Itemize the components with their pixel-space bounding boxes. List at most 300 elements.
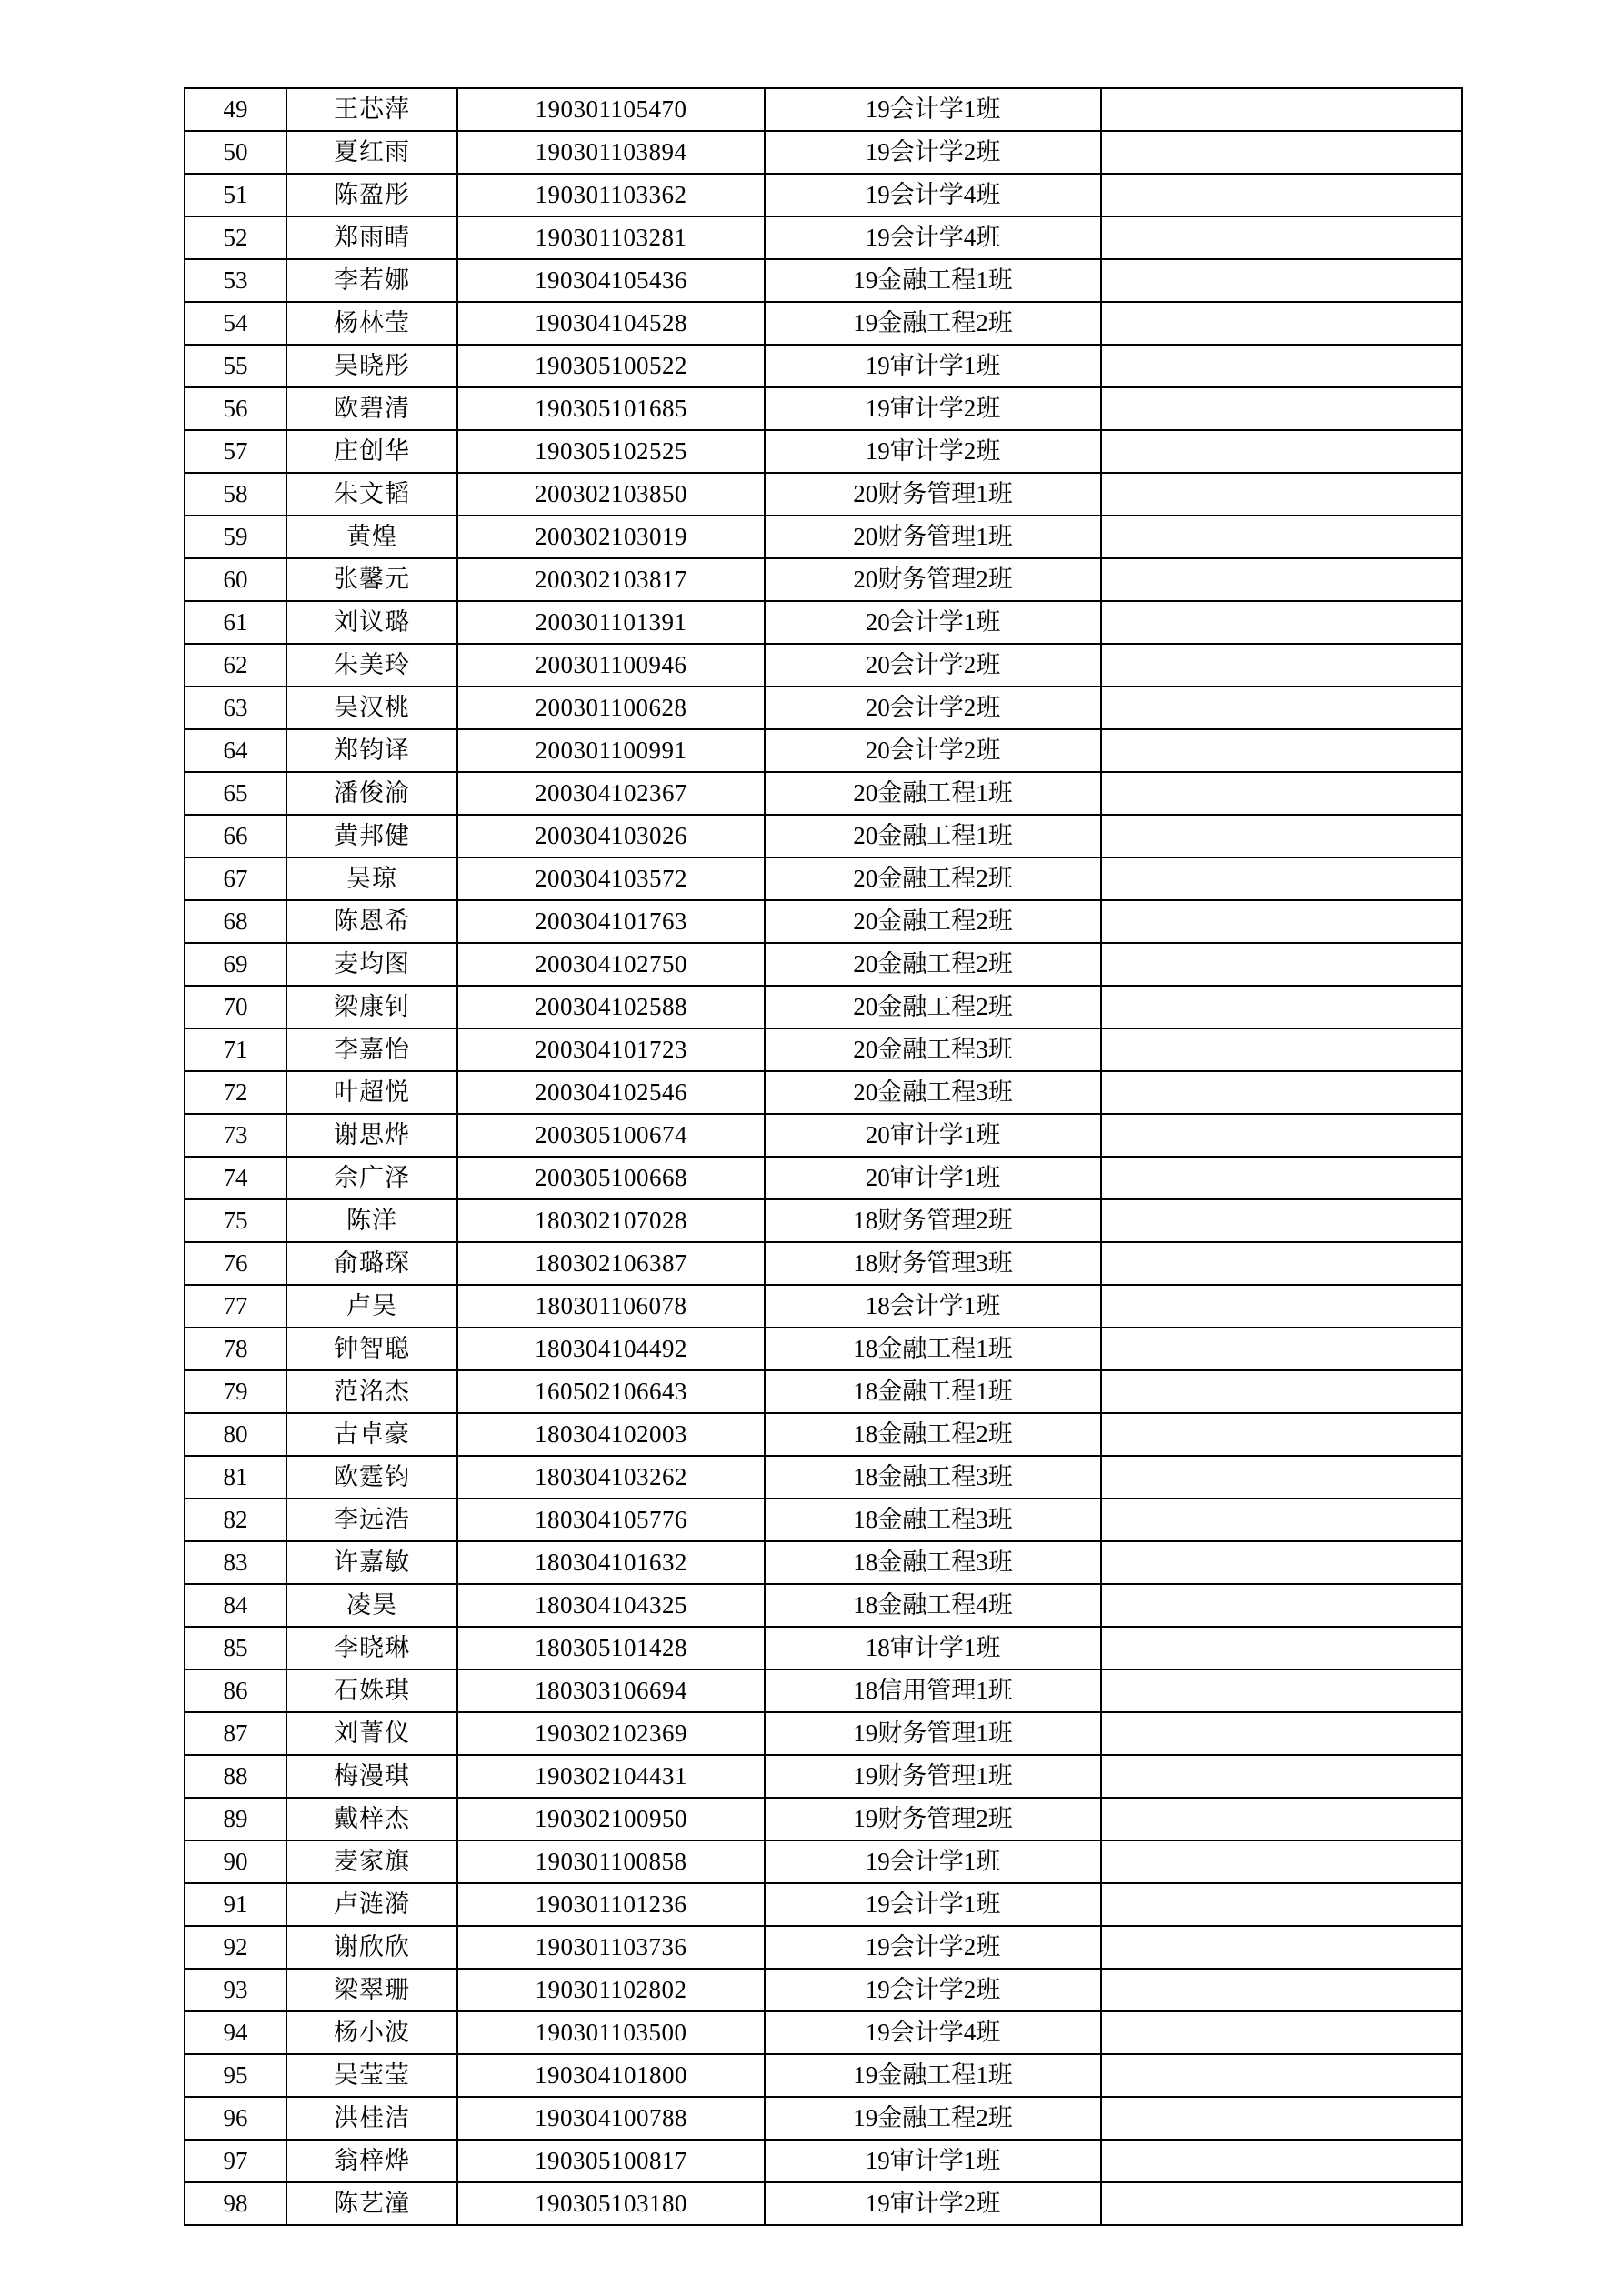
table-row — [185, 2054, 1462, 2097]
row-sequence-number: 67 — [185, 857, 286, 900]
row-class-name: 19审计学2班 — [765, 387, 1101, 430]
row-student-name: 潘俊渝 — [286, 772, 457, 815]
row-blank-cell — [1101, 1413, 1462, 1456]
table-row — [185, 943, 1462, 986]
row-class-name: 20会计学1班 — [765, 601, 1101, 644]
row-student-id: 190305103180 — [457, 2182, 765, 2225]
row-sequence-number: 83 — [185, 1541, 286, 1584]
row-class-name: 19审计学2班 — [765, 2182, 1101, 2225]
row-student-name: 郑雨晴 — [286, 216, 457, 259]
row-blank-cell — [1101, 174, 1462, 216]
row-sequence-number: 93 — [185, 1969, 286, 2011]
table-row — [185, 216, 1462, 259]
row-blank-cell — [1101, 1199, 1462, 1242]
row-blank-cell — [1101, 601, 1462, 644]
row-sequence-number: 65 — [185, 772, 286, 815]
row-sequence-number: 53 — [185, 259, 286, 302]
row-blank-cell — [1101, 387, 1462, 430]
row-sequence-number: 85 — [185, 1627, 286, 1669]
row-class-name: 20财务管理1班 — [765, 516, 1101, 558]
row-student-name: 杨小波 — [286, 2011, 457, 2054]
row-blank-cell — [1101, 516, 1462, 558]
row-student-id: 190301102802 — [457, 1969, 765, 2011]
row-class-name: 18会计学1班 — [765, 1285, 1101, 1328]
row-blank-cell — [1101, 216, 1462, 259]
row-student-name: 吴莹莹 — [286, 2054, 457, 2097]
row-student-id: 200302103817 — [457, 558, 765, 601]
row-sequence-number: 87 — [185, 1712, 286, 1755]
row-blank-cell — [1101, 259, 1462, 302]
row-blank-cell — [1101, 1840, 1462, 1883]
row-sequence-number: 61 — [185, 601, 286, 644]
table-row — [185, 1328, 1462, 1370]
row-student-id: 190301103736 — [457, 1926, 765, 1969]
row-blank-cell — [1101, 2054, 1462, 2097]
row-sequence-number: 88 — [185, 1755, 286, 1798]
row-student-id: 200304103026 — [457, 815, 765, 857]
row-student-name: 俞璐琛 — [286, 1242, 457, 1285]
row-sequence-number: 78 — [185, 1328, 286, 1370]
row-blank-cell — [1101, 1114, 1462, 1157]
table-row — [185, 1413, 1462, 1456]
row-blank-cell — [1101, 2182, 1462, 2225]
row-class-name: 20金融工程1班 — [765, 815, 1101, 857]
row-class-name: 19审计学2班 — [765, 430, 1101, 473]
row-student-id: 180304101632 — [457, 1541, 765, 1584]
row-sequence-number: 49 — [185, 88, 286, 131]
row-sequence-number: 89 — [185, 1798, 286, 1840]
row-class-name: 19金融工程2班 — [765, 302, 1101, 345]
table-row — [185, 687, 1462, 729]
row-sequence-number: 91 — [185, 1883, 286, 1926]
row-student-name: 郑钧译 — [286, 729, 457, 772]
row-blank-cell — [1101, 1755, 1462, 1798]
row-student-id: 190301101236 — [457, 1883, 765, 1926]
row-student-name: 翁梓烨 — [286, 2140, 457, 2182]
row-blank-cell — [1101, 345, 1462, 387]
row-student-name: 洪桂洁 — [286, 2097, 457, 2140]
row-blank-cell — [1101, 1285, 1462, 1328]
row-class-name: 20金融工程2班 — [765, 986, 1101, 1028]
row-student-name: 卢涟漪 — [286, 1883, 457, 1926]
row-class-name: 18金融工程4班 — [765, 1584, 1101, 1627]
row-student-name: 吴汉桃 — [286, 687, 457, 729]
row-student-id: 190304105436 — [457, 259, 765, 302]
row-class-name: 19会计学2班 — [765, 1969, 1101, 2011]
row-student-id: 200302103019 — [457, 516, 765, 558]
row-student-name: 陈艺潼 — [286, 2182, 457, 2225]
row-sequence-number: 69 — [185, 943, 286, 986]
table-row — [185, 516, 1462, 558]
row-student-name: 石姝琪 — [286, 1669, 457, 1712]
row-sequence-number: 62 — [185, 644, 286, 687]
row-student-id: 190305100522 — [457, 345, 765, 387]
table-row — [185, 1798, 1462, 1840]
row-student-id: 190302100950 — [457, 1798, 765, 1840]
row-class-name: 20会计学2班 — [765, 687, 1101, 729]
row-student-id: 190304104528 — [457, 302, 765, 345]
row-class-name: 19财务管理1班 — [765, 1755, 1101, 1798]
row-student-name: 朱美玲 — [286, 644, 457, 687]
row-student-id: 180304104492 — [457, 1328, 765, 1370]
row-sequence-number: 75 — [185, 1199, 286, 1242]
table-row — [185, 302, 1462, 345]
row-sequence-number: 52 — [185, 216, 286, 259]
row-student-id: 200304101763 — [457, 900, 765, 943]
row-sequence-number: 71 — [185, 1028, 286, 1071]
row-student-name: 张馨元 — [286, 558, 457, 601]
row-blank-cell — [1101, 302, 1462, 345]
row-blank-cell — [1101, 1584, 1462, 1627]
table-row — [185, 1114, 1462, 1157]
row-student-id: 190301103894 — [457, 131, 765, 174]
row-student-id: 190301103500 — [457, 2011, 765, 2054]
table-row — [185, 1584, 1462, 1627]
table-row — [185, 1028, 1462, 1071]
row-student-id: 190304101800 — [457, 2054, 765, 2097]
row-blank-cell — [1101, 943, 1462, 986]
table-row — [185, 2182, 1462, 2225]
row-student-name: 卢昊 — [286, 1285, 457, 1328]
row-sequence-number: 80 — [185, 1413, 286, 1456]
row-student-name: 夏红雨 — [286, 131, 457, 174]
table-row — [185, 1840, 1462, 1883]
row-class-name: 20审计学1班 — [765, 1114, 1101, 1157]
row-class-name: 19审计学1班 — [765, 345, 1101, 387]
table-row — [185, 1242, 1462, 1285]
row-sequence-number: 68 — [185, 900, 286, 943]
student-roster-table — [184, 87, 1463, 2226]
row-class-name: 20审计学1班 — [765, 1157, 1101, 1199]
row-class-name: 19会计学4班 — [765, 174, 1101, 216]
row-class-name: 20金融工程2班 — [765, 900, 1101, 943]
row-class-name: 20金融工程2班 — [765, 857, 1101, 900]
table-row — [185, 1669, 1462, 1712]
row-student-name: 梁翠珊 — [286, 1969, 457, 2011]
row-blank-cell — [1101, 1969, 1462, 2011]
table-row — [185, 2140, 1462, 2182]
row-blank-cell — [1101, 1627, 1462, 1669]
row-class-name: 18信用管理1班 — [765, 1669, 1101, 1712]
row-student-id: 180302106387 — [457, 1242, 765, 1285]
row-sequence-number: 94 — [185, 2011, 286, 2054]
row-class-name: 19会计学1班 — [765, 1840, 1101, 1883]
row-class-name: 19会计学2班 — [765, 131, 1101, 174]
row-student-id: 200305100668 — [457, 1157, 765, 1199]
row-class-name: 20金融工程3班 — [765, 1028, 1101, 1071]
row-student-name: 叶超悦 — [286, 1071, 457, 1114]
table-row — [185, 772, 1462, 815]
table-row — [185, 345, 1462, 387]
row-student-id: 200304103572 — [457, 857, 765, 900]
row-sequence-number: 98 — [185, 2182, 286, 2225]
row-sequence-number: 96 — [185, 2097, 286, 2140]
row-class-name: 18金融工程3班 — [765, 1456, 1101, 1499]
table-row — [185, 729, 1462, 772]
table-row — [185, 1926, 1462, 1969]
row-sequence-number: 76 — [185, 1242, 286, 1285]
row-student-id: 180304104325 — [457, 1584, 765, 1627]
row-class-name: 20金融工程2班 — [765, 943, 1101, 986]
row-blank-cell — [1101, 88, 1462, 131]
row-student-name: 麦家旗 — [286, 1840, 457, 1883]
row-student-id: 200301100946 — [457, 644, 765, 687]
row-student-id: 200304102546 — [457, 1071, 765, 1114]
row-student-name: 欧霆钧 — [286, 1456, 457, 1499]
row-blank-cell — [1101, 900, 1462, 943]
table-row — [185, 2097, 1462, 2140]
table-row — [185, 857, 1462, 900]
row-student-name: 吴琼 — [286, 857, 457, 900]
row-sequence-number: 82 — [185, 1499, 286, 1541]
table-row — [185, 174, 1462, 216]
row-student-name: 谢欣欣 — [286, 1926, 457, 1969]
row-student-name: 欧碧清 — [286, 387, 457, 430]
row-student-name: 李若娜 — [286, 259, 457, 302]
row-student-name: 王芯萍 — [286, 88, 457, 131]
row-student-name: 刘菁仪 — [286, 1712, 457, 1755]
row-student-name: 杨林莹 — [286, 302, 457, 345]
row-student-id: 180305101428 — [457, 1627, 765, 1669]
roster-table-body — [185, 88, 1462, 2225]
row-blank-cell — [1101, 1370, 1462, 1413]
row-student-id: 180302107028 — [457, 1199, 765, 1242]
table-row — [185, 1755, 1462, 1798]
row-blank-cell — [1101, 1798, 1462, 1840]
row-class-name: 20会计学2班 — [765, 644, 1101, 687]
row-class-name: 18金融工程3班 — [765, 1541, 1101, 1584]
row-student-id: 200301101391 — [457, 601, 765, 644]
table-row — [185, 601, 1462, 644]
row-student-id: 200304102367 — [457, 772, 765, 815]
row-blank-cell — [1101, 430, 1462, 473]
table-row — [185, 1883, 1462, 1926]
row-sequence-number: 50 — [185, 131, 286, 174]
row-student-name: 凌昊 — [286, 1584, 457, 1627]
row-sequence-number: 95 — [185, 2054, 286, 2097]
row-blank-cell — [1101, 687, 1462, 729]
table-row — [185, 558, 1462, 601]
row-blank-cell — [1101, 644, 1462, 687]
row-student-id: 200305100674 — [457, 1114, 765, 1157]
table-row — [185, 1157, 1462, 1199]
row-sequence-number: 64 — [185, 729, 286, 772]
row-sequence-number: 66 — [185, 815, 286, 857]
row-class-name: 19会计学1班 — [765, 88, 1101, 131]
row-class-name: 19财务管理2班 — [765, 1798, 1101, 1840]
row-student-id: 190305100817 — [457, 2140, 765, 2182]
row-student-id: 180304105776 — [457, 1499, 765, 1541]
row-student-name: 梁康钊 — [286, 986, 457, 1028]
row-sequence-number: 63 — [185, 687, 286, 729]
row-student-name: 黄邦健 — [286, 815, 457, 857]
row-student-id: 190301103362 — [457, 174, 765, 216]
row-class-name: 18财务管理3班 — [765, 1242, 1101, 1285]
row-student-id: 190301103281 — [457, 216, 765, 259]
table-row — [185, 1285, 1462, 1328]
row-blank-cell — [1101, 558, 1462, 601]
row-sequence-number: 92 — [185, 1926, 286, 1969]
row-blank-cell — [1101, 2140, 1462, 2182]
row-student-name: 李晓琳 — [286, 1627, 457, 1669]
row-student-id: 190301100858 — [457, 1840, 765, 1883]
table-row — [185, 900, 1462, 943]
row-blank-cell — [1101, 1926, 1462, 1969]
row-student-name: 钟智聪 — [286, 1328, 457, 1370]
row-blank-cell — [1101, 1499, 1462, 1541]
row-blank-cell — [1101, 729, 1462, 772]
row-blank-cell — [1101, 1157, 1462, 1199]
table-row — [185, 815, 1462, 857]
row-class-name: 19审计学1班 — [765, 2140, 1101, 2182]
table-row — [185, 387, 1462, 430]
row-blank-cell — [1101, 986, 1462, 1028]
row-student-name: 陈恩希 — [286, 900, 457, 943]
row-sequence-number: 60 — [185, 558, 286, 601]
table-row — [185, 986, 1462, 1028]
row-class-name: 20会计学2班 — [765, 729, 1101, 772]
row-sequence-number: 54 — [185, 302, 286, 345]
table-row — [185, 1071, 1462, 1114]
row-blank-cell — [1101, 772, 1462, 815]
table-row — [185, 131, 1462, 174]
row-blank-cell — [1101, 1328, 1462, 1370]
row-student-id: 200301100991 — [457, 729, 765, 772]
row-student-id: 180304103262 — [457, 1456, 765, 1499]
row-student-id: 200304101723 — [457, 1028, 765, 1071]
row-sequence-number: 73 — [185, 1114, 286, 1157]
row-student-id: 190301105470 — [457, 88, 765, 131]
row-sequence-number: 97 — [185, 2140, 286, 2182]
row-student-name: 佘广泽 — [286, 1157, 457, 1199]
table-row — [185, 1199, 1462, 1242]
row-student-name: 刘议璐 — [286, 601, 457, 644]
row-student-name: 麦均图 — [286, 943, 457, 986]
row-sequence-number: 72 — [185, 1071, 286, 1114]
row-sequence-number: 90 — [185, 1840, 286, 1883]
row-student-name: 李远浩 — [286, 1499, 457, 1541]
row-class-name: 19财务管理1班 — [765, 1712, 1101, 1755]
row-class-name: 19会计学4班 — [765, 2011, 1101, 2054]
row-class-name: 19会计学2班 — [765, 1926, 1101, 1969]
row-student-name: 许嘉敏 — [286, 1541, 457, 1584]
row-class-name: 18金融工程3班 — [765, 1499, 1101, 1541]
row-student-name: 陈洋 — [286, 1199, 457, 1242]
row-blank-cell — [1101, 1242, 1462, 1285]
row-student-id: 190305101685 — [457, 387, 765, 430]
table-row — [185, 1627, 1462, 1669]
table-row — [185, 1370, 1462, 1413]
table-row — [185, 259, 1462, 302]
table-row — [185, 1541, 1462, 1584]
row-sequence-number: 51 — [185, 174, 286, 216]
row-class-name: 19金融工程1班 — [765, 2054, 1101, 2097]
row-student-id: 200301100628 — [457, 687, 765, 729]
row-student-id: 190305102525 — [457, 430, 765, 473]
table-row — [185, 2011, 1462, 2054]
row-class-name: 20财务管理1班 — [765, 473, 1101, 516]
row-class-name: 18财务管理2班 — [765, 1199, 1101, 1242]
row-class-name: 18金融工程1班 — [765, 1370, 1101, 1413]
table-row — [185, 1969, 1462, 2011]
row-student-id: 190302104431 — [457, 1755, 765, 1798]
table-row — [185, 644, 1462, 687]
row-blank-cell — [1101, 1883, 1462, 1926]
row-student-name: 范洺杰 — [286, 1370, 457, 1413]
row-student-id: 180304102003 — [457, 1413, 765, 1456]
row-sequence-number: 55 — [185, 345, 286, 387]
row-student-name: 谢思烨 — [286, 1114, 457, 1157]
row-blank-cell — [1101, 131, 1462, 174]
row-blank-cell — [1101, 1028, 1462, 1071]
row-class-name: 19会计学4班 — [765, 216, 1101, 259]
row-class-name: 20金融工程1班 — [765, 772, 1101, 815]
row-class-name: 19会计学1班 — [765, 1883, 1101, 1926]
row-blank-cell — [1101, 1071, 1462, 1114]
row-blank-cell — [1101, 1712, 1462, 1755]
row-sequence-number: 77 — [185, 1285, 286, 1328]
table-row — [185, 1456, 1462, 1499]
row-class-name: 18金融工程2班 — [765, 1413, 1101, 1456]
row-student-name: 古卓豪 — [286, 1413, 457, 1456]
row-sequence-number: 84 — [185, 1584, 286, 1627]
row-blank-cell — [1101, 1456, 1462, 1499]
row-blank-cell — [1101, 473, 1462, 516]
row-student-name: 梅漫琪 — [286, 1755, 457, 1798]
row-blank-cell — [1101, 2097, 1462, 2140]
row-class-name: 20金融工程3班 — [765, 1071, 1101, 1114]
row-student-name: 吴晓彤 — [286, 345, 457, 387]
row-student-id: 180303106694 — [457, 1669, 765, 1712]
row-student-id: 160502106643 — [457, 1370, 765, 1413]
row-student-id: 200304102588 — [457, 986, 765, 1028]
row-student-id: 200304102750 — [457, 943, 765, 986]
row-class-name: 18审计学1班 — [765, 1627, 1101, 1669]
row-sequence-number: 79 — [185, 1370, 286, 1413]
row-class-name: 19金融工程1班 — [765, 259, 1101, 302]
row-class-name: 20财务管理2班 — [765, 558, 1101, 601]
row-sequence-number: 74 — [185, 1157, 286, 1199]
row-sequence-number: 81 — [185, 1456, 286, 1499]
row-student-name: 陈盈彤 — [286, 174, 457, 216]
table-row — [185, 430, 1462, 473]
row-student-name: 庄创华 — [286, 430, 457, 473]
row-student-id: 180301106078 — [457, 1285, 765, 1328]
row-student-id: 190302102369 — [457, 1712, 765, 1755]
row-student-name: 朱文韬 — [286, 473, 457, 516]
row-student-name: 戴梓杰 — [286, 1798, 457, 1840]
row-sequence-number: 58 — [185, 473, 286, 516]
row-blank-cell — [1101, 2011, 1462, 2054]
row-class-name: 19金融工程2班 — [765, 2097, 1101, 2140]
row-blank-cell — [1101, 815, 1462, 857]
row-student-id: 200302103850 — [457, 473, 765, 516]
row-blank-cell — [1101, 1541, 1462, 1584]
row-sequence-number: 59 — [185, 516, 286, 558]
row-sequence-number: 57 — [185, 430, 286, 473]
row-student-name: 李嘉怡 — [286, 1028, 457, 1071]
row-sequence-number: 56 — [185, 387, 286, 430]
table-row — [185, 1499, 1462, 1541]
table-row — [185, 473, 1462, 516]
row-sequence-number: 86 — [185, 1669, 286, 1712]
row-student-id: 190304100788 — [457, 2097, 765, 2140]
table-row — [185, 88, 1462, 131]
row-blank-cell — [1101, 1669, 1462, 1712]
row-student-name: 黄煌 — [286, 516, 457, 558]
row-class-name: 18金融工程1班 — [765, 1328, 1101, 1370]
row-sequence-number: 70 — [185, 986, 286, 1028]
